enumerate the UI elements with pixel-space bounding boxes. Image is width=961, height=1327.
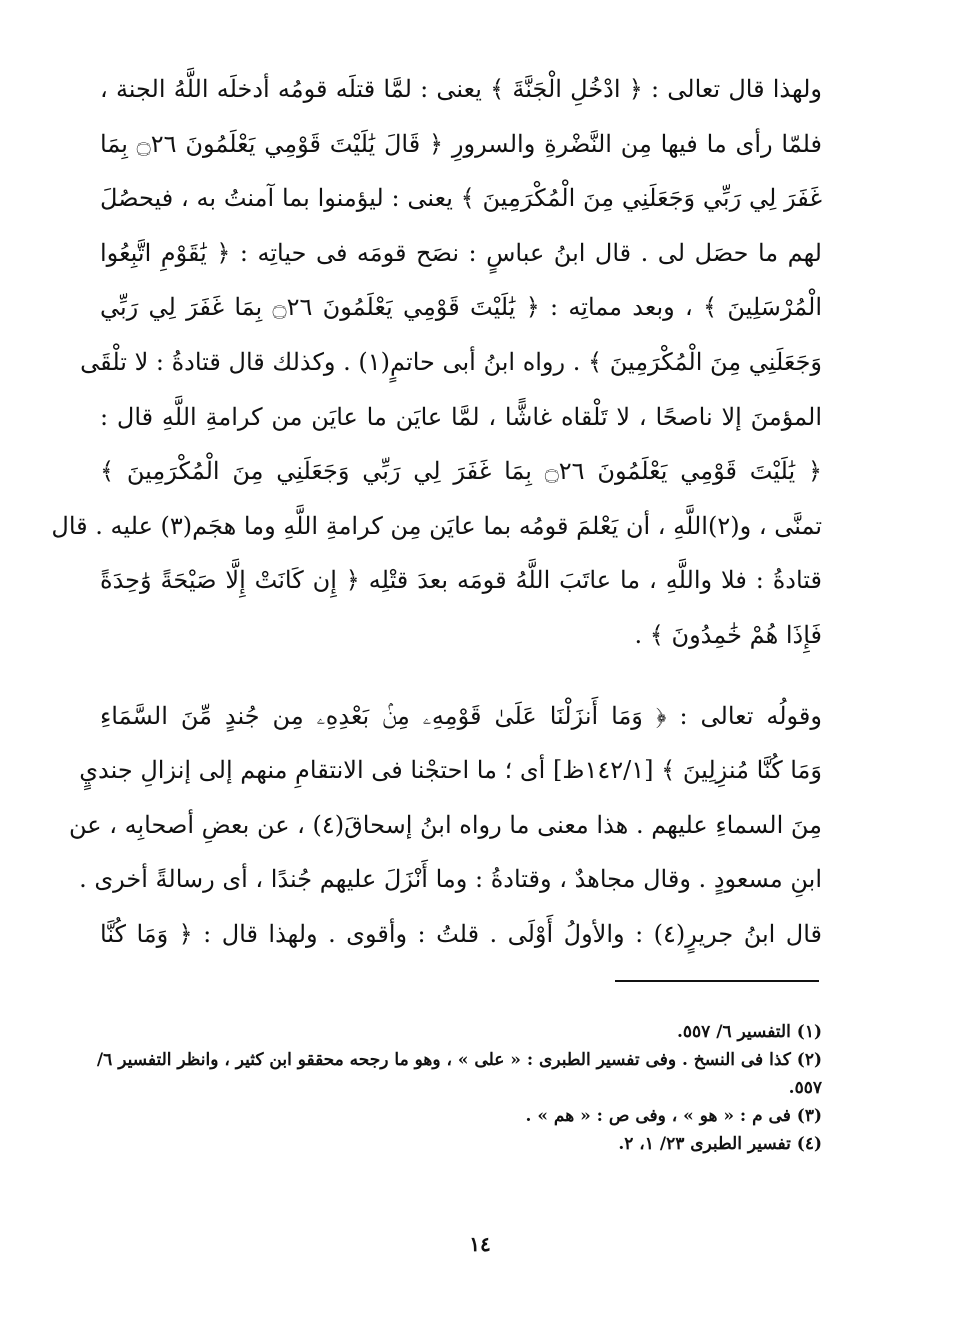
text-line: ولهذا قال تعالى : ﴿ ادْخُلِ الْجَنَّةَ ﴾ يعنى : لمَّا قتلَه قومُه أدخلَه اللَّهُ الجنة ، xyxy=(100,75,822,103)
footnote: (١) التفسير ٦/ ٥٥٧. xyxy=(677,1022,822,1042)
text-line: مِنَ السماءِ عليهم . هذا معنى ما رواه ابنُ إسحاقَ(٤) ، عن بعضِ أصحابِه ، عن xyxy=(69,810,822,839)
text-line: فَإِذَا هُمْ خَٰمِدُونَ ﴾ . xyxy=(634,620,822,649)
page-number: ١٤ xyxy=(469,1232,491,1256)
main-text xyxy=(51,62,823,962)
text-line: الْمُرْسَلِينَ ﴾ ، وبعد مماتِه : ﴿ يَٰلَيْتَ قَوْمِي يَعْلَمُونَ ۝٢٦ بِمَا غَفَرَ لِي رَبِّي xyxy=(100,293,823,322)
text-line: وقولُه تعالى : ﴿ وَمَا أَنزَلْنَا عَلَىٰ قَوْمِهِۦ مِنۢ بَعْدِهِۦ مِن جُندٍ مِّنَ السَّمَاءِ xyxy=(100,701,822,730)
text-line: وَجَعَلَنِي مِنَ الْمُكْرَمِينَ ﴾ . رواه ابنُ أبى حاتمٍ(١) . وكذلك قال قتادةُ : لا تلْقَى xyxy=(80,347,822,376)
text-line: المؤمنَ إلا ناصحًا ، لا تَلْقاه غاشًّا ، لمَّا عايَن ما عايَن من كرامةِ اللَّهِ قال : xyxy=(100,402,822,431)
footnote-continuation: ٥٥٧. xyxy=(788,1078,822,1098)
text-line: وَمَا كُنَّا مُنزِلِينَ ﴾ [١٤٢/١ظ] أى ؛ ما احتجْنا فى الانتقامِ منهم إلى إنزالِ جنديٍ xyxy=(79,756,822,785)
footnotes xyxy=(96,1018,822,1158)
text-line: قتادةُ : فلا واللَّهِ ، ما عاتَبَ اللَّهُ قومَه بعدَ قتْلِه ﴿ إِن كَانَتْ إِلَّا صَيْحَةً وَٰحِدَةً xyxy=(100,566,822,595)
text-line: فلمّا رأى ما فيها مِن النَّضْرةِ والسرورِ ﴿ قَالَ يَٰلَيْتَ قَوْمِي يَعْلَمُونَ ۝٢٦ بِمَا xyxy=(100,129,822,158)
footnote-separator xyxy=(615,980,819,982)
footnote: (٤) تفسير الطبرى ٢٣/ ١، ٢. xyxy=(618,1134,822,1154)
text-line: غَفَرَ لِي رَبِّي وَجَعَلَنِي مِنَ الْمُكْرَمِينَ ﴾ يعنى : ليؤمنوا بما آمنتُ به ، فيحصُلَ xyxy=(100,184,822,213)
footnote: (٢) كذا فى النسخ . وفى تفسير الطبرى : « على » ، وهو ما رجحه محققو ابن كثير ، وانظر التفسير ٦/ xyxy=(96,1050,822,1070)
paragraph-gap xyxy=(100,663,822,689)
text-line: لهم ما حصَل لى . قال ابنُ عباسٍ : نصَح قومَه فى حياتِه : ﴿ يَٰقَوْمِ اتَّبِعُوا xyxy=(100,238,822,267)
footnote: (٣) فى م : « هو » ، وفى ص : « هم » . xyxy=(525,1106,822,1126)
text-line: ﴿ يَٰلَيْتَ قَوْمِي يَعْلَمُونَ ۝٢٦ بِمَا غَفَرَ لِي رَبِّي وَجَعَلَنِي مِنَ الْمُكْرَمِينَ ﴾ xyxy=(100,457,822,486)
text-line: تمنَّى ، و(٢)اللَّهِ ، أن يَعْلمَ قومُه بما عايَن مِن كرامةِ اللَّهِ وما هجَم(٣) عليه . قال xyxy=(51,511,822,540)
text-line: قال ابنُ جريرٍ(٤) : والأولُ أَوْلَى . قلتُ : وأقوى . ولهذا قال : ﴿ وَمَا كُنَّا xyxy=(100,919,822,948)
text-line: ابنِ مسعودٍ . وقال مجاهدٌ ، وقتادةُ : وما أَنْزَلَ عليهم جُندًا ، أى رسالةً أخرى . xyxy=(79,865,822,894)
